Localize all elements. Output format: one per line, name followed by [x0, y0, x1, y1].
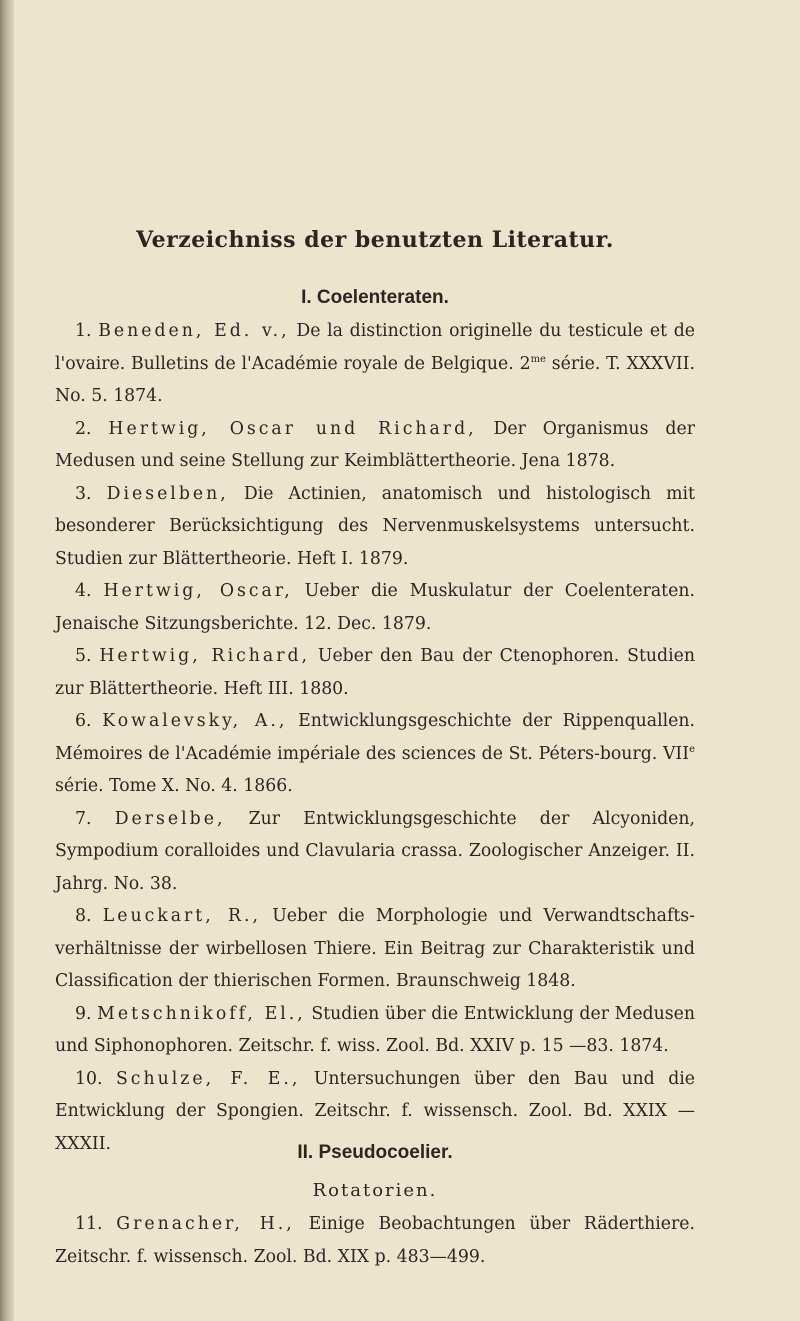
section-heading-pseudocoelier: II. Pseudocoelier.	[297, 1142, 453, 1163]
page-title: Verzeichniss der benutzten Literatur.	[136, 227, 614, 253]
book-binding-edge	[0, 0, 14, 1321]
reference-entry	[55, 1208, 695, 1273]
entry-number: 3.	[75, 483, 92, 504]
entry-author: Grenacher, H.,	[116, 1214, 295, 1234]
entry-number: 4.	[75, 581, 92, 601]
reference-entry	[55, 803, 695, 901]
entry-author: Dieselben,	[106, 483, 229, 504]
section-heading-coelenteraten: I. Coelenteraten.	[301, 287, 449, 308]
entry-number: 11.	[75, 1214, 103, 1234]
entry-author: Metschnikoff, El.,	[97, 1003, 306, 1024]
entry-number: 5.	[75, 646, 92, 666]
entry-number: 7.	[75, 808, 92, 829]
entry-number: 10.	[75, 1068, 103, 1089]
entry-author: Derselbe,	[114, 808, 226, 829]
entry-number: 6.	[75, 711, 92, 731]
reference-entry	[55, 478, 695, 576]
entry-text: Untersuchungen über den Bau und die Entwicklung der Spongien. Zeitschr. f. wissensch. Zool. Bd. XXIX —XXXII.	[55, 1068, 696, 1154]
reference-entry	[55, 900, 695, 998]
entries-pseudocoelier	[55, 1208, 695, 1273]
entry-text: Zur Entwicklungsgeschichte der Alcyoniden, Sympodium coralloides und Clavularia crassa. Zoologischer Anzeiger. II. Jahrg. No. 38.	[55, 808, 695, 894]
entry-author: Beneden, Ed. v.,	[98, 321, 290, 341]
entry-text: Der Organismus der Medusen und seine Stellung zur Keimblättertheorie. Jena 1878.	[55, 418, 695, 471]
entry-text-tail: série. T. XXXVII. No. 5. 1874.	[55, 353, 695, 406]
reference-entry	[55, 705, 695, 803]
entry-superscript: me	[530, 353, 546, 365]
entry-text: Ueber die Muskulatur der Coelenteraten. Jenaische Sitzungsberichte. 12. Dec. 1879.	[55, 581, 695, 634]
entry-number: 2.	[75, 418, 92, 439]
entry-author: Hertwig, Richard,	[99, 646, 311, 666]
reference-entry	[55, 998, 695, 1063]
entry-text: Einige Beobachtungen über Räderthiere. Zeitschr. f. wissensch. Zool. Bd. XIX p. 483—499.	[55, 1214, 695, 1267]
entries-coelenteraten	[55, 315, 695, 1160]
entry-text-tail: série. Tome X. No. 4. 1866.	[55, 776, 293, 796]
entry-superscript: e	[689, 743, 695, 755]
entry-author: Hertwig, Oscar und Richard,	[108, 418, 477, 439]
entry-author: Leuckart, R.,	[102, 906, 261, 926]
entry-author: Schulze, F. E.,	[115, 1068, 301, 1089]
entry-text: Entwicklungsgeschichte der Rippenquallen. Mémoires de l'Académie impériale des sciences de St. Péters-bourg. VII	[55, 711, 695, 764]
entry-number: 9.	[75, 1003, 92, 1024]
entry-text: Die Actinien, anatomisch und histologisch mit besonderer Berücksichtigung des Nervenmuskelsystems untersucht. Studien zur Blättertheorie. Heft I. 1879.	[55, 483, 695, 569]
entry-author: Hertwig, Oscar,	[103, 581, 293, 601]
reference-entry	[55, 640, 695, 705]
subheading-rotatorien: Rotatorien.	[312, 1180, 438, 1201]
entry-text: Ueber die Morphologie und Verwandtschafts-verhältnisse der wirbellosen Thiere. Ein Beitrag zur Charakteristik und Classification der thierischen Formen. Braunschweig 1848.	[55, 906, 696, 991]
entry-text: Ueber den Bau der Ctenophoren. Studien zur Blättertheorie. Heft III. 1880.	[55, 646, 695, 699]
reference-entry	[55, 413, 695, 478]
reference-entry	[55, 315, 695, 413]
entry-author: Kowalevsky, A.,	[102, 711, 288, 731]
page	[55, 0, 755, 1321]
entry-text: Studien über die Entwicklung der Medusen und Siphonophoren. Zeitschr. f. wiss. Zool. Bd. XXIV p. 15 —83. 1874.	[55, 1003, 695, 1056]
entry-number: 8.	[75, 906, 92, 926]
reference-entry	[55, 575, 695, 640]
entry-number: 1.	[75, 321, 92, 341]
entry-text: De la distinction originelle du testicule et de l'ovaire. Bulletins de l'Académie royale de Belgique. 2	[55, 321, 695, 374]
